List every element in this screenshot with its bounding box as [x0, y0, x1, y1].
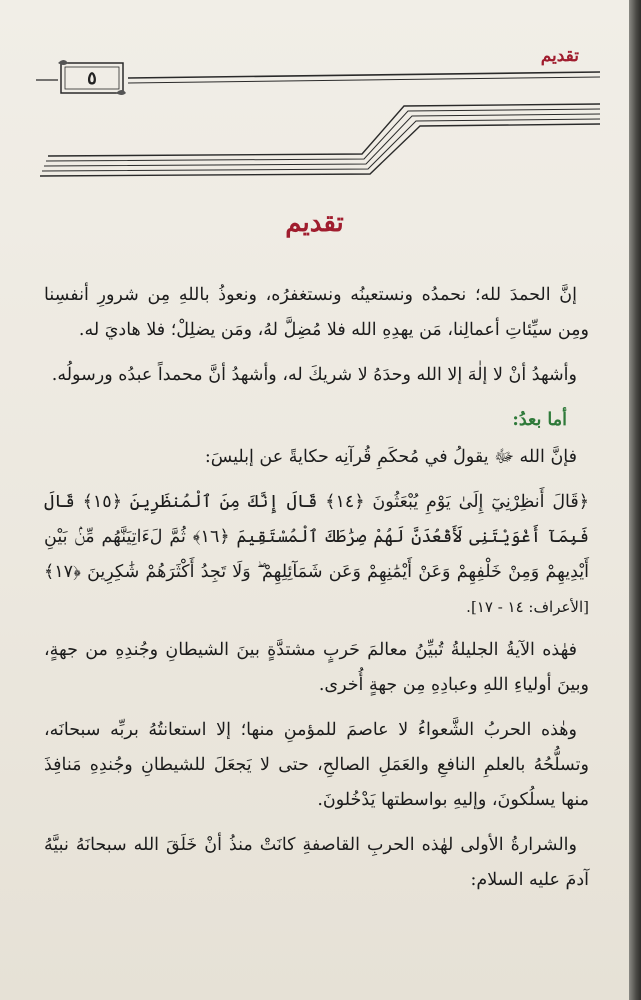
quran-reference: [الأعراف: ١٤ - ١٧].: [466, 598, 589, 616]
paragraph-refuge: وهٰذه الحربُ الشَّعواءُ لا عاصمَ للمؤمنِ منها؛ إلا استعانتُهُ بربِّه سبحانَه، وتسلُّحُهُ بالعلمِ النافعِ والعَمَلِ الصالحِ، حتى لا يَجعَلَ للشيطانِ وجُندِهِ مَنافِذَ منها يسلُكونَ، وإليهِ بواسطتها يَدْخُلونَ.: [44, 720, 589, 810]
quran-verse-block: [44, 485, 589, 625]
paragraph-spark: والشرارةُ الأولى لهٰذه الحربِ القاصفةِ كانَتْ منذُ أنْ خَلَقَ الله سبحانَهُ نبيَّهُ آدمَ عليه السلام:: [44, 835, 589, 890]
paragraph-war: فهٰذه الآيةُ الجليلةُ تُبيِّنُ معالمَ حَربٍ مشتدَّةٍ بينَ الشيطانِ وجُندِهِ من جهةٍ، وبينَ أولياءِ اللهِ وعبادِهِ مِن جهةٍ أُخرى.: [44, 640, 589, 695]
page-number: ٥: [87, 67, 97, 89]
quran-verse: ﴿قَالَ أَنظِرْنِيٓ إِلَىٰ يَوْمِ يُبْعَثُونَ ﴿١٤﴾ قَالَ إِنَّكَ مِنَ ٱلْمُنظَرِينَ ﴿١٥﴾ قَالَ فَبِمَآ أَغْوَيْتَنِى لَأَقْعُدَنَّ لَهُمْ صِرَٰطَكَ ٱلْمُسْتَقِيمَ ﴿١٦﴾ ثُمَّ لَءَاتِيَنَّهُم مِّنۢ بَيْنِ أَيْدِيهِمْ وَمِنْ خَلْفِهِمْ وَعَنْ أَيْمَٰنِهِمْ وَعَن شَمَآئِلِهِمْ ۖ وَلَا تَجِدُ أَكْثَرَهُمْ شَٰكِرِينَ ﴿١٧﴾: [44, 492, 589, 582]
paragraph-intro: فإنَّ الله ﷻ يقولُ في مُحكَمِ قُرآنِه حكايةً عن إبليسَ:: [204, 447, 577, 467]
paragraph-hamd: إنَّ الحمدَ لله؛ نحمدُه ونستعينُه ونستغفرُه، ونعوذُ باللهِ مِن شرورِ أنفسِنا ومِن سيِّئاتِ أعمالِنا، مَن يهدِهِ الله فلا مُضِلَّ لهُ، ومَن يضلِلْ؛ فلا هاديَ له.: [44, 285, 589, 340]
running-title: تقديم: [540, 46, 579, 66]
book-spine: [629, 0, 641, 1000]
chapter-title: تقديم: [285, 208, 344, 238]
paragraph-shahada: وأشهدُ أنْ لا إلٰهَ إلا الله وحدَهُ لا شريكَ له، وأشهدُ أنَّ محمداً عبدُه ورسولُه.: [51, 365, 577, 385]
header-ornament: [0, 0, 629, 190]
body-text: [44, 278, 589, 908]
amma-badu-heading: أما بعدُ:: [512, 410, 567, 430]
